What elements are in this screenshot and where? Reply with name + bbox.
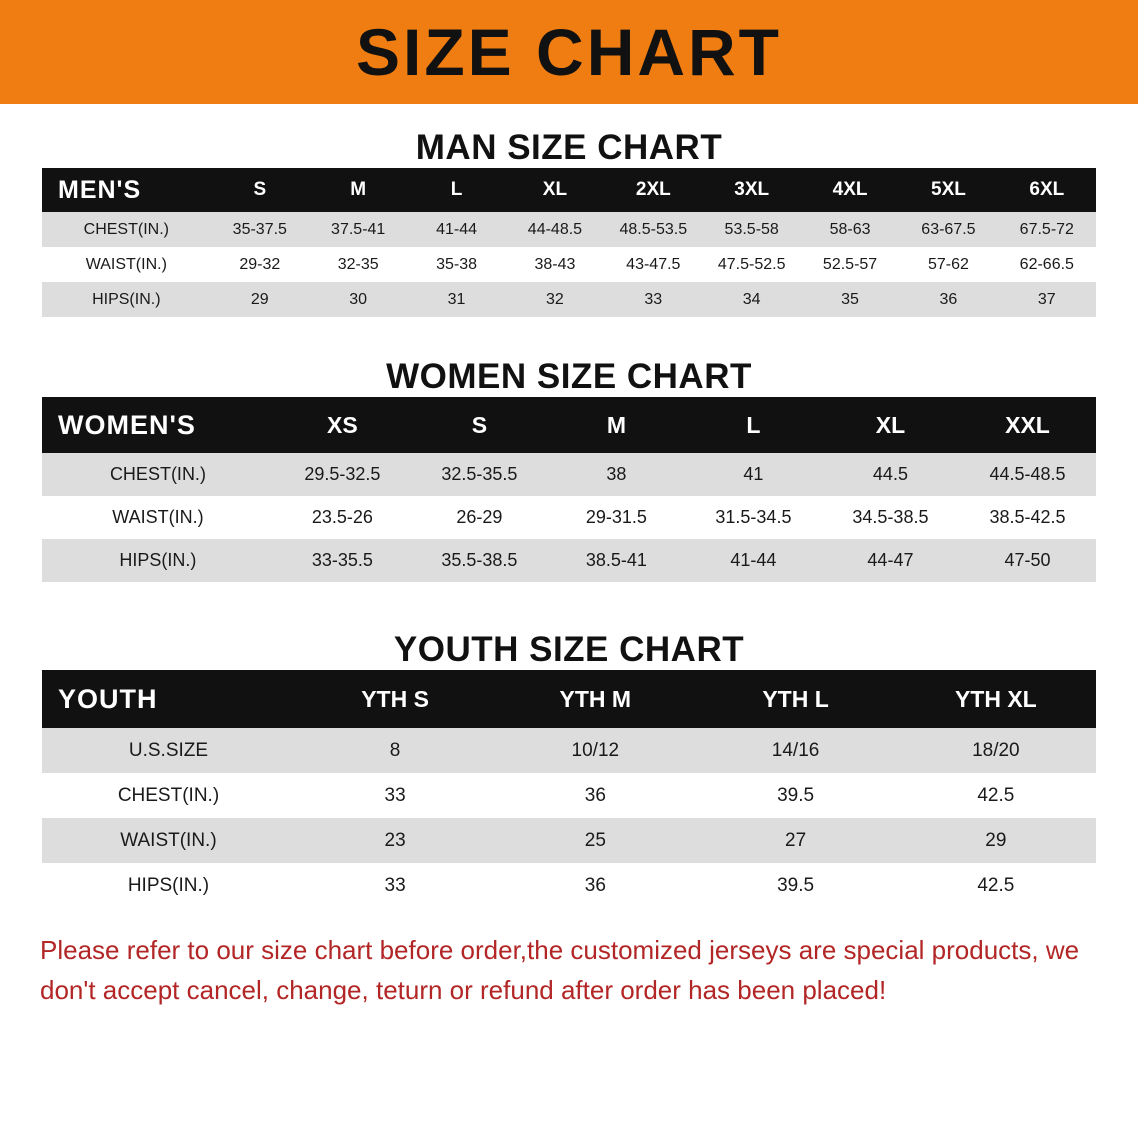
men-size-table xyxy=(42,168,1096,317)
man-section-heading: MAN SIZE CHART xyxy=(415,128,723,167)
table-cell: 33 xyxy=(604,282,702,317)
table-cell: 27 xyxy=(695,818,895,863)
table-column-header: YTH L xyxy=(695,670,895,728)
table-cell: 29-31.5 xyxy=(548,496,685,539)
table-row xyxy=(42,773,1096,818)
table-cell: 34 xyxy=(703,282,801,317)
table-row xyxy=(42,539,1096,582)
table-cell: 34.5-38.5 xyxy=(822,496,959,539)
table-cell: 44.5-48.5 xyxy=(959,453,1096,496)
table-cell: 47.5-52.5 xyxy=(703,247,801,282)
women-section-heading: WOMEN SIZE CHART xyxy=(386,357,752,396)
table-cell: 35-37.5 xyxy=(211,212,309,247)
table-column-header: 4XL xyxy=(801,168,899,212)
table-cell: 53.5-58 xyxy=(703,212,801,247)
table-cell: 8 xyxy=(295,728,495,773)
table-cell: 44-48.5 xyxy=(506,212,604,247)
table-corner-header: WOMEN'S xyxy=(42,397,274,453)
table-cell: 25 xyxy=(495,818,695,863)
table-column-header: XXL xyxy=(959,397,1096,453)
banner xyxy=(0,0,1138,104)
row-label: U.S.SIZE xyxy=(42,728,295,773)
table-cell: 42.5 xyxy=(896,773,1096,818)
table-cell: 36 xyxy=(899,282,997,317)
table-header-row xyxy=(42,168,1096,212)
row-label: WAIST(IN.) xyxy=(42,496,274,539)
row-label: WAIST(IN.) xyxy=(42,818,295,863)
table-cell: 67.5-72 xyxy=(998,212,1096,247)
table-cell: 36 xyxy=(495,863,695,908)
table-cell: 37 xyxy=(998,282,1096,317)
table-cell: 41-44 xyxy=(407,212,505,247)
table-column-header: 3XL xyxy=(703,168,801,212)
table-cell: 43-47.5 xyxy=(604,247,702,282)
women-size-table xyxy=(42,397,1096,582)
table-cell: 47-50 xyxy=(959,539,1096,582)
table-cell: 44.5 xyxy=(822,453,959,496)
table-row xyxy=(42,818,1096,863)
table-cell: 10/12 xyxy=(495,728,695,773)
table-column-header: 5XL xyxy=(899,168,997,212)
table-corner-header: YOUTH xyxy=(42,670,295,728)
women-table-head xyxy=(42,397,1096,453)
row-label: CHEST(IN.) xyxy=(42,773,295,818)
table-cell: 14/16 xyxy=(695,728,895,773)
table-cell: 23.5-26 xyxy=(274,496,411,539)
table-cell: 52.5-57 xyxy=(801,247,899,282)
table-cell: 33 xyxy=(295,773,495,818)
table-column-header: YTH M xyxy=(495,670,695,728)
youth-section-heading: YOUTH SIZE CHART xyxy=(393,630,745,669)
table-cell: 36 xyxy=(495,773,695,818)
row-label: HIPS(IN.) xyxy=(42,863,295,908)
table-cell: 48.5-53.5 xyxy=(604,212,702,247)
table-cell: 23 xyxy=(295,818,495,863)
table-column-header: XL xyxy=(506,168,604,212)
table-cell: 32.5-35.5 xyxy=(411,453,548,496)
row-label: HIPS(IN.) xyxy=(42,282,211,317)
table-row xyxy=(42,247,1096,282)
youth-size-table xyxy=(42,670,1096,908)
table-corner-header: MEN'S xyxy=(42,168,211,212)
table-row xyxy=(42,863,1096,908)
table-column-header: L xyxy=(685,397,822,453)
table-cell: 33 xyxy=(295,863,495,908)
table-cell: 35 xyxy=(801,282,899,317)
table-row xyxy=(42,212,1096,247)
table-cell: 31 xyxy=(407,282,505,317)
table-cell: 41-44 xyxy=(685,539,822,582)
man-table-wrap xyxy=(0,168,1138,317)
table-cell: 39.5 xyxy=(695,773,895,818)
table-cell: 62-66.5 xyxy=(998,247,1096,282)
order-policy-note: Please refer to our size chart before order,the customized jerseys are special products, we don't accept cancel, change, teturn or refund after order has been placed! xyxy=(40,935,1080,1006)
table-row xyxy=(42,728,1096,773)
table-cell: 38 xyxy=(548,453,685,496)
table-cell: 38.5-41 xyxy=(548,539,685,582)
table-column-header: YTH S xyxy=(295,670,495,728)
table-cell: 42.5 xyxy=(896,863,1096,908)
table-column-header: 6XL xyxy=(998,168,1096,212)
table-column-header: S xyxy=(411,397,548,453)
youth-table-head xyxy=(42,670,1096,728)
table-cell: 38.5-42.5 xyxy=(959,496,1096,539)
table-cell: 35.5-38.5 xyxy=(411,539,548,582)
women-table-body xyxy=(42,453,1096,582)
table-cell: 26-29 xyxy=(411,496,548,539)
row-label: CHEST(IN.) xyxy=(42,212,211,247)
table-column-header: L xyxy=(407,168,505,212)
table-header-row xyxy=(42,397,1096,453)
table-cell: 18/20 xyxy=(896,728,1096,773)
table-cell: 44-47 xyxy=(822,539,959,582)
table-row xyxy=(42,453,1096,496)
table-cell: 35-38 xyxy=(407,247,505,282)
table-cell: 37.5-41 xyxy=(309,212,407,247)
table-cell: 58-63 xyxy=(801,212,899,247)
table-cell: 32-35 xyxy=(309,247,407,282)
row-label: CHEST(IN.) xyxy=(42,453,274,496)
table-cell: 29 xyxy=(896,818,1096,863)
table-column-header: YTH XL xyxy=(896,670,1096,728)
table-cell: 31.5-34.5 xyxy=(685,496,822,539)
youth-table-body xyxy=(42,728,1096,908)
table-cell: 57-62 xyxy=(899,247,997,282)
table-column-header: XS xyxy=(274,397,411,453)
men-table-head xyxy=(42,168,1096,212)
table-column-header: M xyxy=(548,397,685,453)
youth-table-wrap xyxy=(0,670,1138,908)
table-cell: 29-32 xyxy=(211,247,309,282)
table-cell: 41 xyxy=(685,453,822,496)
table-row xyxy=(42,496,1096,539)
row-label: HIPS(IN.) xyxy=(42,539,274,582)
table-cell: 32 xyxy=(506,282,604,317)
table-column-header: S xyxy=(211,168,309,212)
row-label: WAIST(IN.) xyxy=(42,247,211,282)
men-table-body xyxy=(42,212,1096,317)
table-cell: 39.5 xyxy=(695,863,895,908)
table-cell: 38-43 xyxy=(506,247,604,282)
table-column-header: 2XL xyxy=(604,168,702,212)
table-cell: 33-35.5 xyxy=(274,539,411,582)
table-column-header: M xyxy=(309,168,407,212)
table-cell: 30 xyxy=(309,282,407,317)
page-title: SIZE CHART xyxy=(356,15,782,89)
table-column-header: XL xyxy=(822,397,959,453)
table-row xyxy=(42,282,1096,317)
table-cell: 29 xyxy=(211,282,309,317)
table-cell: 29.5-32.5 xyxy=(274,453,411,496)
women-table-wrap xyxy=(0,397,1138,582)
table-cell: 63-67.5 xyxy=(899,212,997,247)
table-header-row xyxy=(42,670,1096,728)
